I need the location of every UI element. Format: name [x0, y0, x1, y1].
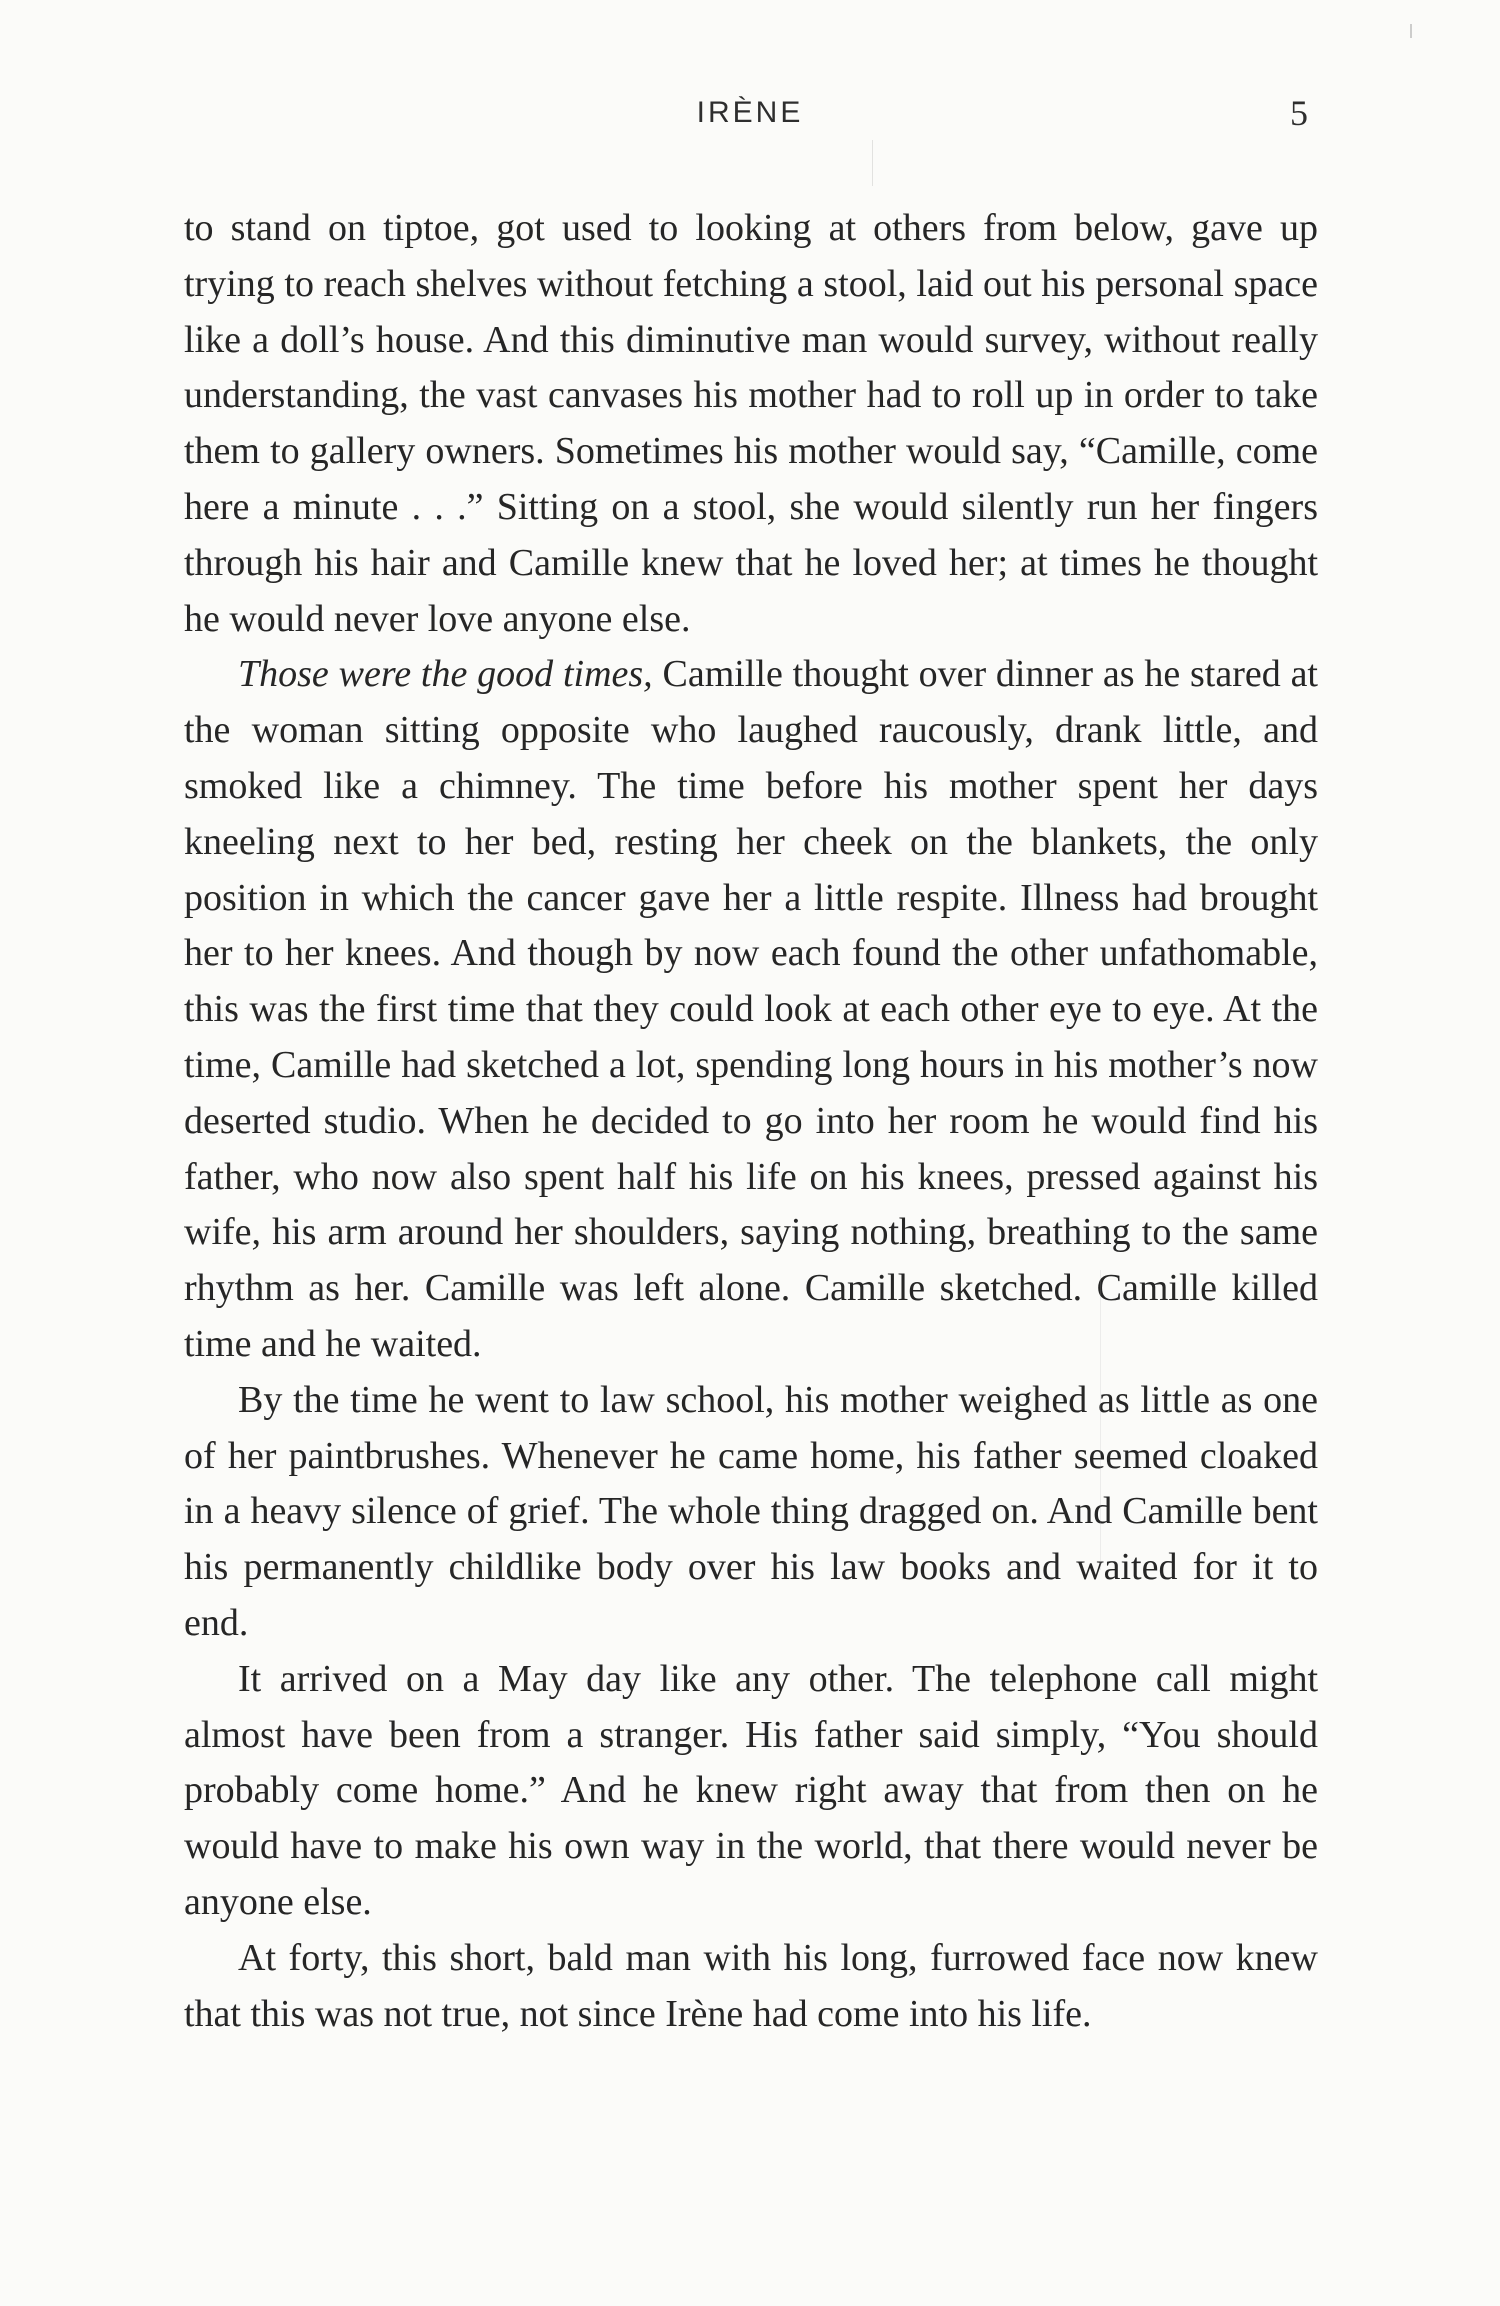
- paragraph-2: [184, 647, 1318, 1372]
- paragraph-1: [184, 201, 1318, 647]
- page-number: 5: [1290, 93, 1308, 133]
- scan-artifact-mark: [1410, 24, 1412, 38]
- paragraph-1-text: to stand on tiptoe, got used to looking at others from below, gave up trying to reach shelves without fetching a stool, laid out his personal space like a doll’s house. And this diminutive man would survey, without really understanding, the vast canvases his mother had to roll up in order to take them to gallery owners. Sometimes his mother would say, “Camille, come here a minute . . .” Sitting on a stool, she would silently run her fingers through his hair and Camille knew that he loved her; at times he thought he would never love anyone else.: [184, 207, 1318, 640]
- scan-artifact-mark: [1100, 1270, 1101, 1570]
- paragraph-5: [184, 1931, 1318, 2043]
- running-head: IRÈNE: [696, 96, 804, 129]
- paragraph-2-italic-lead: Those were the good times,: [238, 653, 653, 696]
- paragraph-3: [184, 1373, 1318, 1652]
- paragraph-4: [184, 1652, 1318, 1931]
- scan-artifact-mark: [872, 140, 873, 186]
- paragraph-3-text: By the time he went to law school, his mother weighed as little as one of her paintbrushes. Whenever he came home, his father seemed cloaked in a heavy silence of grief. The whole thing dragged on. And Camille bent his permanently childlike body over his law books and waited for it to end.: [184, 1378, 1318, 1644]
- paragraph-2-text: Camille thought over dinner as he stared at the woman sitting opposite who laughed raucously, drank little, and smoked like a chimney. The time before his mother spent her days kneeling next to her bed, resting her cheek on the blankets, the only position in which the cancer gave her a little respite. Illness had brought her to her knees. And though by now each found the other unfathomable, this was the first time that they could look at each other eye to eye. At the time, Camille had sketched a lot, spending long hours in his mother’s now deserted studio. When he decided to go into her room he would find his father, who now also spent half his life on his knees, pressed against his wife, his arm around her shoulders, saying nothing, breathing to the same rhythm as her. Camille was left alone. Camille sketched. Camille killed time and he waited.: [184, 653, 1318, 1365]
- paragraph-5-text: At forty, this short, bald man with his long, furrowed face now knew that this was not true, not since Irène had come into his life.: [184, 1936, 1318, 2035]
- paragraph-4-text: It arrived on a May day like any other. The telephone call might almost have been from a stranger. His father said simply, “You should probably come home.” And he knew right away that from then on he would have to make his own way in the world, that there would never be anyone else.: [184, 1657, 1318, 1923]
- body-text: [184, 201, 1318, 2042]
